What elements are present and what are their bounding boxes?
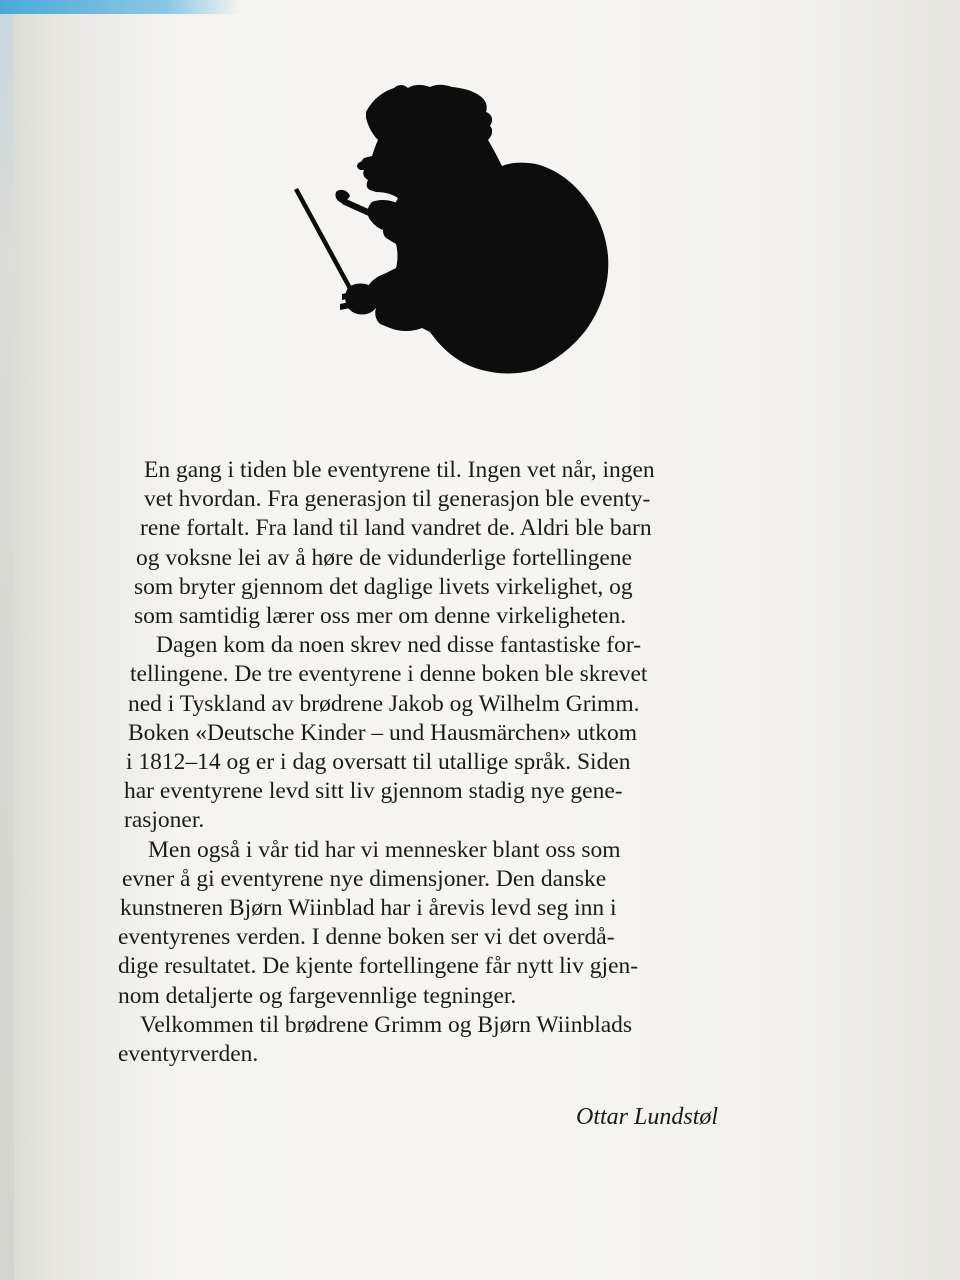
text-line: kunstneren Bjørn Wiinblad har i årevis levd seg inn i	[120, 895, 617, 922]
paragraph-2	[118, 631, 778, 835]
text-line: dige resultatet. De kjente fortellingene får nytt liv gjen-	[118, 953, 639, 980]
text-line: rasjoner.	[124, 807, 205, 834]
text-line: har eventyrene levd sitt liv gjennom stadig nye gene-	[124, 778, 623, 805]
text-line: eventyrverden.	[118, 1041, 259, 1068]
paragraph-3	[118, 836, 778, 1011]
page-edge-shadow	[0, 0, 14, 1280]
text-line: ned i Tyskland av brødrene Jakob og Wilhelm Grimm.	[128, 690, 640, 717]
paragraph-4	[118, 1011, 778, 1069]
text-line: tellingene. De tre eventyrene i denne boken ble skrevet	[130, 661, 648, 688]
text-line: og voksne lei av å høre de vidunderlige fortellingene	[136, 544, 632, 571]
text-line: som bryter gjennom det daglige livets virkelighet, og	[134, 573, 633, 600]
foreword-text	[118, 456, 778, 1069]
cover-corner-strip	[0, 0, 240, 14]
text-line: vet hvordan. Fra generasjon til generasjon ble eventy-	[144, 486, 651, 513]
text-line: eventyrenes verden. I denne boken ser vi det overdå-	[118, 924, 615, 951]
text-line: Boken «Deutsche Kinder – und Hausmärchen» utkom	[128, 719, 638, 746]
paragraph-1	[118, 456, 778, 631]
text-line: evner å gi eventyrene nye dimensjoner. Den danske	[122, 865, 607, 892]
text-line: Dagen kom da noen skrev ned disse fantastiske for-	[156, 632, 642, 659]
text-line: nom detaljerte og fargevennlige tegninger.	[118, 982, 517, 1009]
silhouette-of-artist-painting-icon	[280, 70, 640, 390]
author-signature: Ottar Lundstøl	[576, 1104, 719, 1130]
text-line: som samtidig lærer oss mer om denne virkeligheten.	[134, 603, 627, 630]
text-line: rene fortalt. Fra land til land vandret de. Aldri ble barn	[140, 515, 652, 542]
text-line: Men også i vår tid har vi mennesker blant oss som	[148, 836, 621, 863]
text-line: En gang i tiden ble eventyrene til. Ingen vet når, ingen	[144, 457, 655, 483]
text-line: i 1812–14 og er i dag oversatt til utallige språk. Siden	[126, 749, 631, 776]
text-line: Velkommen til brødrene Grimm og Bjørn Wiinblads	[140, 1011, 633, 1038]
